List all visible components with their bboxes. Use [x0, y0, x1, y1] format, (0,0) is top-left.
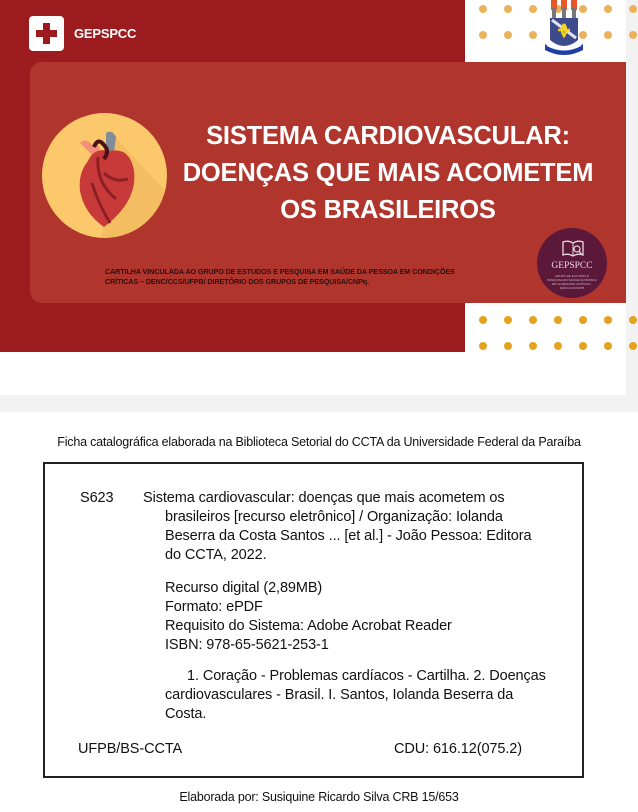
system-requirement: Requisito do Sistema: Adobe Acrobat Reader — [165, 618, 452, 634]
cover-title — [165, 118, 611, 229]
brand-header — [29, 16, 136, 51]
group-seal-label: GEPSPCC — [551, 261, 593, 271]
main-entry-line: brasileiros [recurso eletrônico] / Organização: Iolanda — [165, 509, 503, 525]
cover-title-line: OS BRASILEIROS — [280, 196, 496, 224]
catalog-footer: Elaborada por: Susiquine Ricardo Silva CRB 15/653 — [179, 790, 459, 804]
library-code: UFPB/BS-CCTA — [78, 741, 183, 757]
heart-illustration — [42, 113, 167, 238]
main-entry-line: Sistema cardiovascular: doenças que mais acometem os — [143, 490, 505, 506]
ufpb-coat-of-arms-icon — [543, 0, 585, 60]
subject-line: 1. Coração - Problemas cardíacos - Cartilha. 2. Doenças — [187, 668, 546, 684]
subject-line: Costa. — [165, 706, 207, 722]
subject-headings — [165, 667, 575, 724]
decorative-dots-bottom — [475, 316, 638, 350]
main-entry — [143, 489, 573, 565]
file-size: Recurso digital (2,89MB) — [165, 580, 323, 596]
group-seal-logo — [537, 228, 607, 298]
group-seal-caption: GRUPO DE ESTUDOS E PESQUISA EM SAÚDE DA PESSOA EM CONDIÇÕES CRÍTICAS - DENC/CCS/UFPB — [547, 274, 597, 290]
catalog-header: Ficha catalográfica elaborada na Biblioteca Setorial do CCTA da Universidade Federal da Paraíba — [57, 435, 581, 449]
brand-name: GEPSPCC — [74, 26, 137, 41]
cover-title-line: SISTEMA CARDIOVASCULAR: — [206, 122, 570, 150]
main-entry-line: do CCTA, 2022. — [165, 547, 267, 563]
main-entry-line: Beserra da Costa Santos ... [et al.] - João Pessoa: Editora — [165, 528, 532, 544]
page-edge-shadow — [626, 0, 638, 412]
red-cross-icon — [29, 16, 64, 51]
call-number: S623 — [80, 490, 114, 506]
cover-subtitle — [105, 267, 485, 287]
cover-subtitle-line: CARTILHA VINCULADA AO GRUPO DE ESTUDOS E PESQUISA EM SAÚDE DA PESSOA EM CONDIÇÕES — [105, 267, 455, 276]
cdu-classification: CDU: 616.12(075.2) — [394, 741, 522, 757]
catalog-card — [43, 462, 584, 778]
page-separator — [0, 395, 638, 412]
isbn: ISBN: 978-65-5621-253-1 — [165, 637, 329, 653]
format: Formato: ePDF — [165, 599, 263, 615]
physical-description — [165, 579, 452, 655]
cover-title-line: DOENÇAS QUE MAIS ACOMETEM — [182, 159, 594, 187]
subject-line: cardiovasculares - Brasil. I. Santos, Iolanda Beserra da — [165, 687, 514, 703]
open-book-icon — [562, 238, 584, 258]
cover-subtitle-line: CRÍTICAS – DENC/CCS/UFPB/ DIRETÓRIO DOS GRUPOS DE PESQUISA/CNPq. — [105, 277, 369, 286]
